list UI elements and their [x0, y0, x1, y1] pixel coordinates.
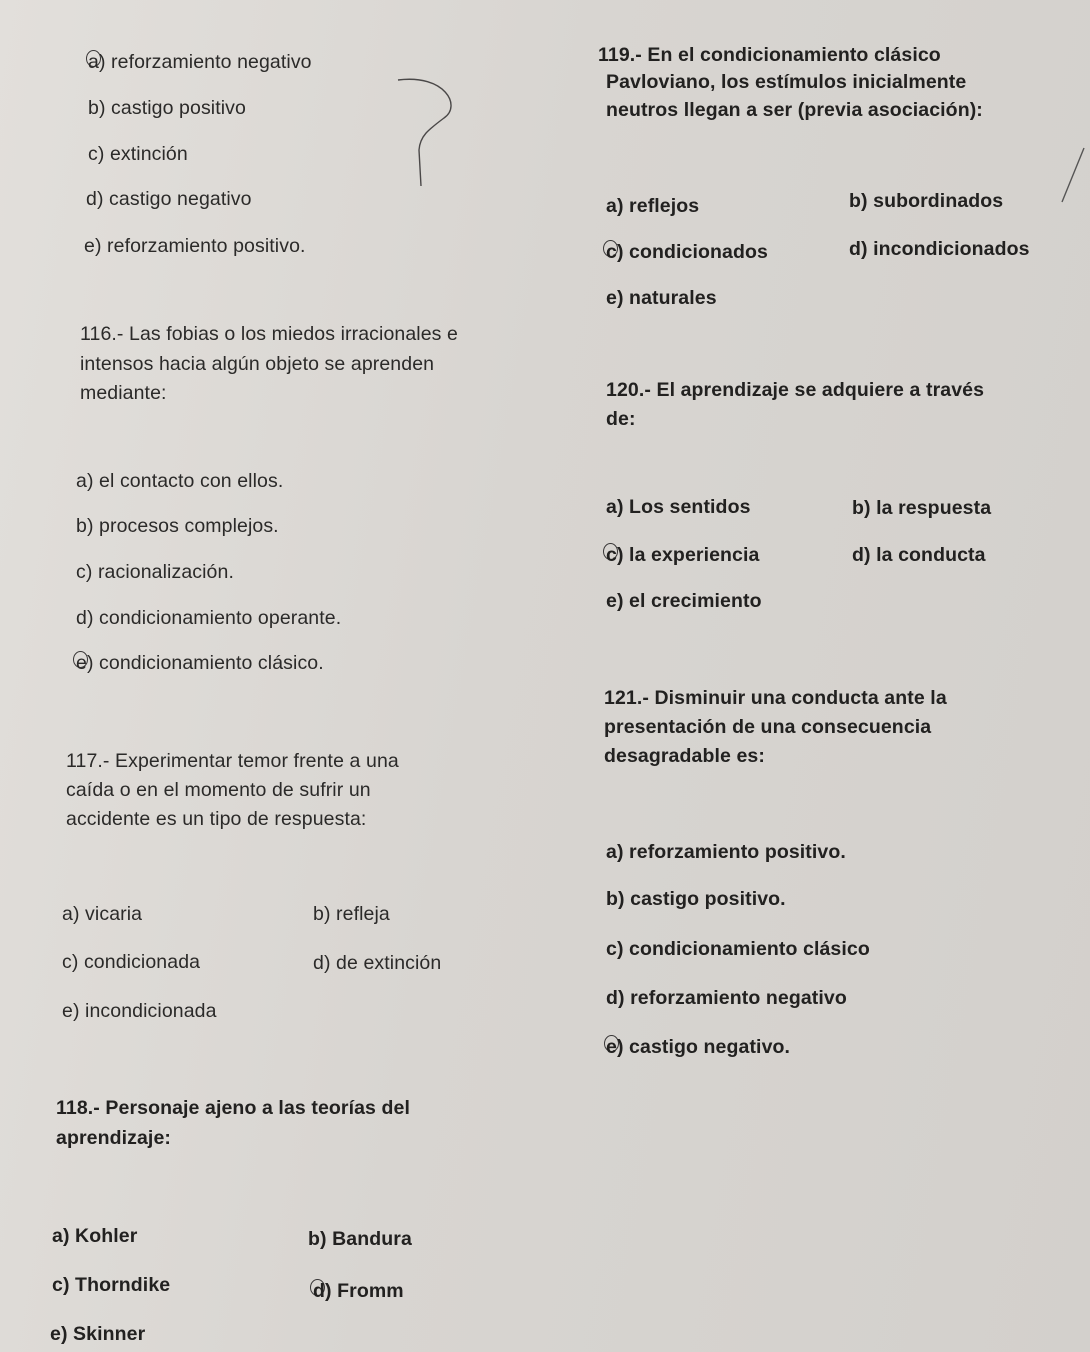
option-117-c: c) condicionada: [62, 951, 201, 973]
option-115-d: d) castigo negativo: [86, 188, 252, 210]
option-118-e: e) Skinner: [50, 1323, 146, 1345]
option-119-e: e) naturales: [606, 287, 717, 309]
question-121-line-2: presentación de una consecuencia: [604, 716, 932, 738]
option-117-e: e) incondicionada: [62, 1000, 217, 1022]
option-121-c: c) condicionamiento clásico: [606, 938, 870, 960]
option-120-d: d) la conducta: [852, 544, 986, 566]
option-121-b: b) castigo positivo.: [606, 888, 786, 910]
question-120-line-2: de:: [606, 408, 636, 430]
option-115-a: a) reforzamiento negativo: [88, 51, 312, 73]
option-115-e: e) reforzamiento positivo.: [84, 235, 306, 257]
option-117-b: b) refleja: [313, 903, 390, 925]
option-120-b: b) la respuesta: [852, 497, 992, 519]
option-115-c: c) extinción: [88, 143, 188, 165]
option-118-a: a) Kohler: [52, 1225, 138, 1247]
question-118-line-2: aprendizaje:: [56, 1127, 171, 1149]
option-116-b: b) procesos complejos.: [76, 515, 279, 537]
question-116-line-2: intensos hacia algún objeto se aprenden: [80, 353, 435, 375]
option-119-c: c) condicionados: [606, 241, 768, 263]
question-116-line-1: 116.- Las fobias o los miedos irracionales e: [80, 323, 458, 345]
option-117-a: a) vicaria: [62, 903, 143, 925]
question-117-line-1: 117.- Experimentar temor frente a una: [66, 750, 399, 772]
option-120-e: e) el crecimiento: [606, 590, 762, 612]
option-118-c: c) Thorndike: [52, 1274, 171, 1296]
option-116-d: d) condicionamiento operante.: [76, 607, 342, 629]
option-120-c: c) la experiencia: [606, 544, 760, 566]
option-116-a: a) el contacto con ellos.: [76, 470, 284, 492]
option-119-b: b) subordinados: [849, 190, 1004, 212]
option-116-c: c) racionalización.: [76, 561, 234, 583]
option-119-a: a) reflejos: [606, 195, 700, 217]
question-119-line-2: Pavloviano, los estímulos inicialmente: [606, 71, 967, 93]
option-121-a: a) reforzamiento positivo.: [606, 841, 846, 863]
question-121-line-1: 121.- Disminuir una conducta ante la: [604, 687, 947, 709]
question-121-line-3: desagradable es:: [604, 745, 765, 767]
option-115-b: b) castigo positivo: [88, 97, 246, 119]
question-120-line-1: 120.- El aprendizaje se adquiere a través: [606, 379, 985, 401]
option-116-e: e) condicionamiento clásico.: [76, 652, 324, 674]
question-116-line-3: mediante:: [80, 382, 167, 404]
option-119-d: d) incondicionados: [849, 238, 1030, 260]
question-119-line-1: 119.- En el condicionamiento clásico: [598, 44, 941, 66]
question-117-line-2: caída o en el momento de sufrir un: [66, 779, 371, 801]
option-118-b: b) Bandura: [308, 1228, 412, 1250]
option-121-d: d) reforzamiento negativo: [606, 987, 847, 1009]
option-117-d: d) de extinción: [313, 952, 442, 974]
option-120-a: a) Los sentidos: [606, 496, 751, 518]
question-119-line-3: neutros llegan a ser (previa asociación):: [606, 99, 983, 121]
question-117-line-3: accidente es un tipo de respuesta:: [66, 808, 367, 830]
option-121-e: e) castigo negativo.: [606, 1036, 791, 1058]
option-118-d: d) Fromm: [313, 1280, 404, 1302]
question-118-line-1: 118.- Personaje ajeno a las teorías del: [56, 1097, 410, 1119]
